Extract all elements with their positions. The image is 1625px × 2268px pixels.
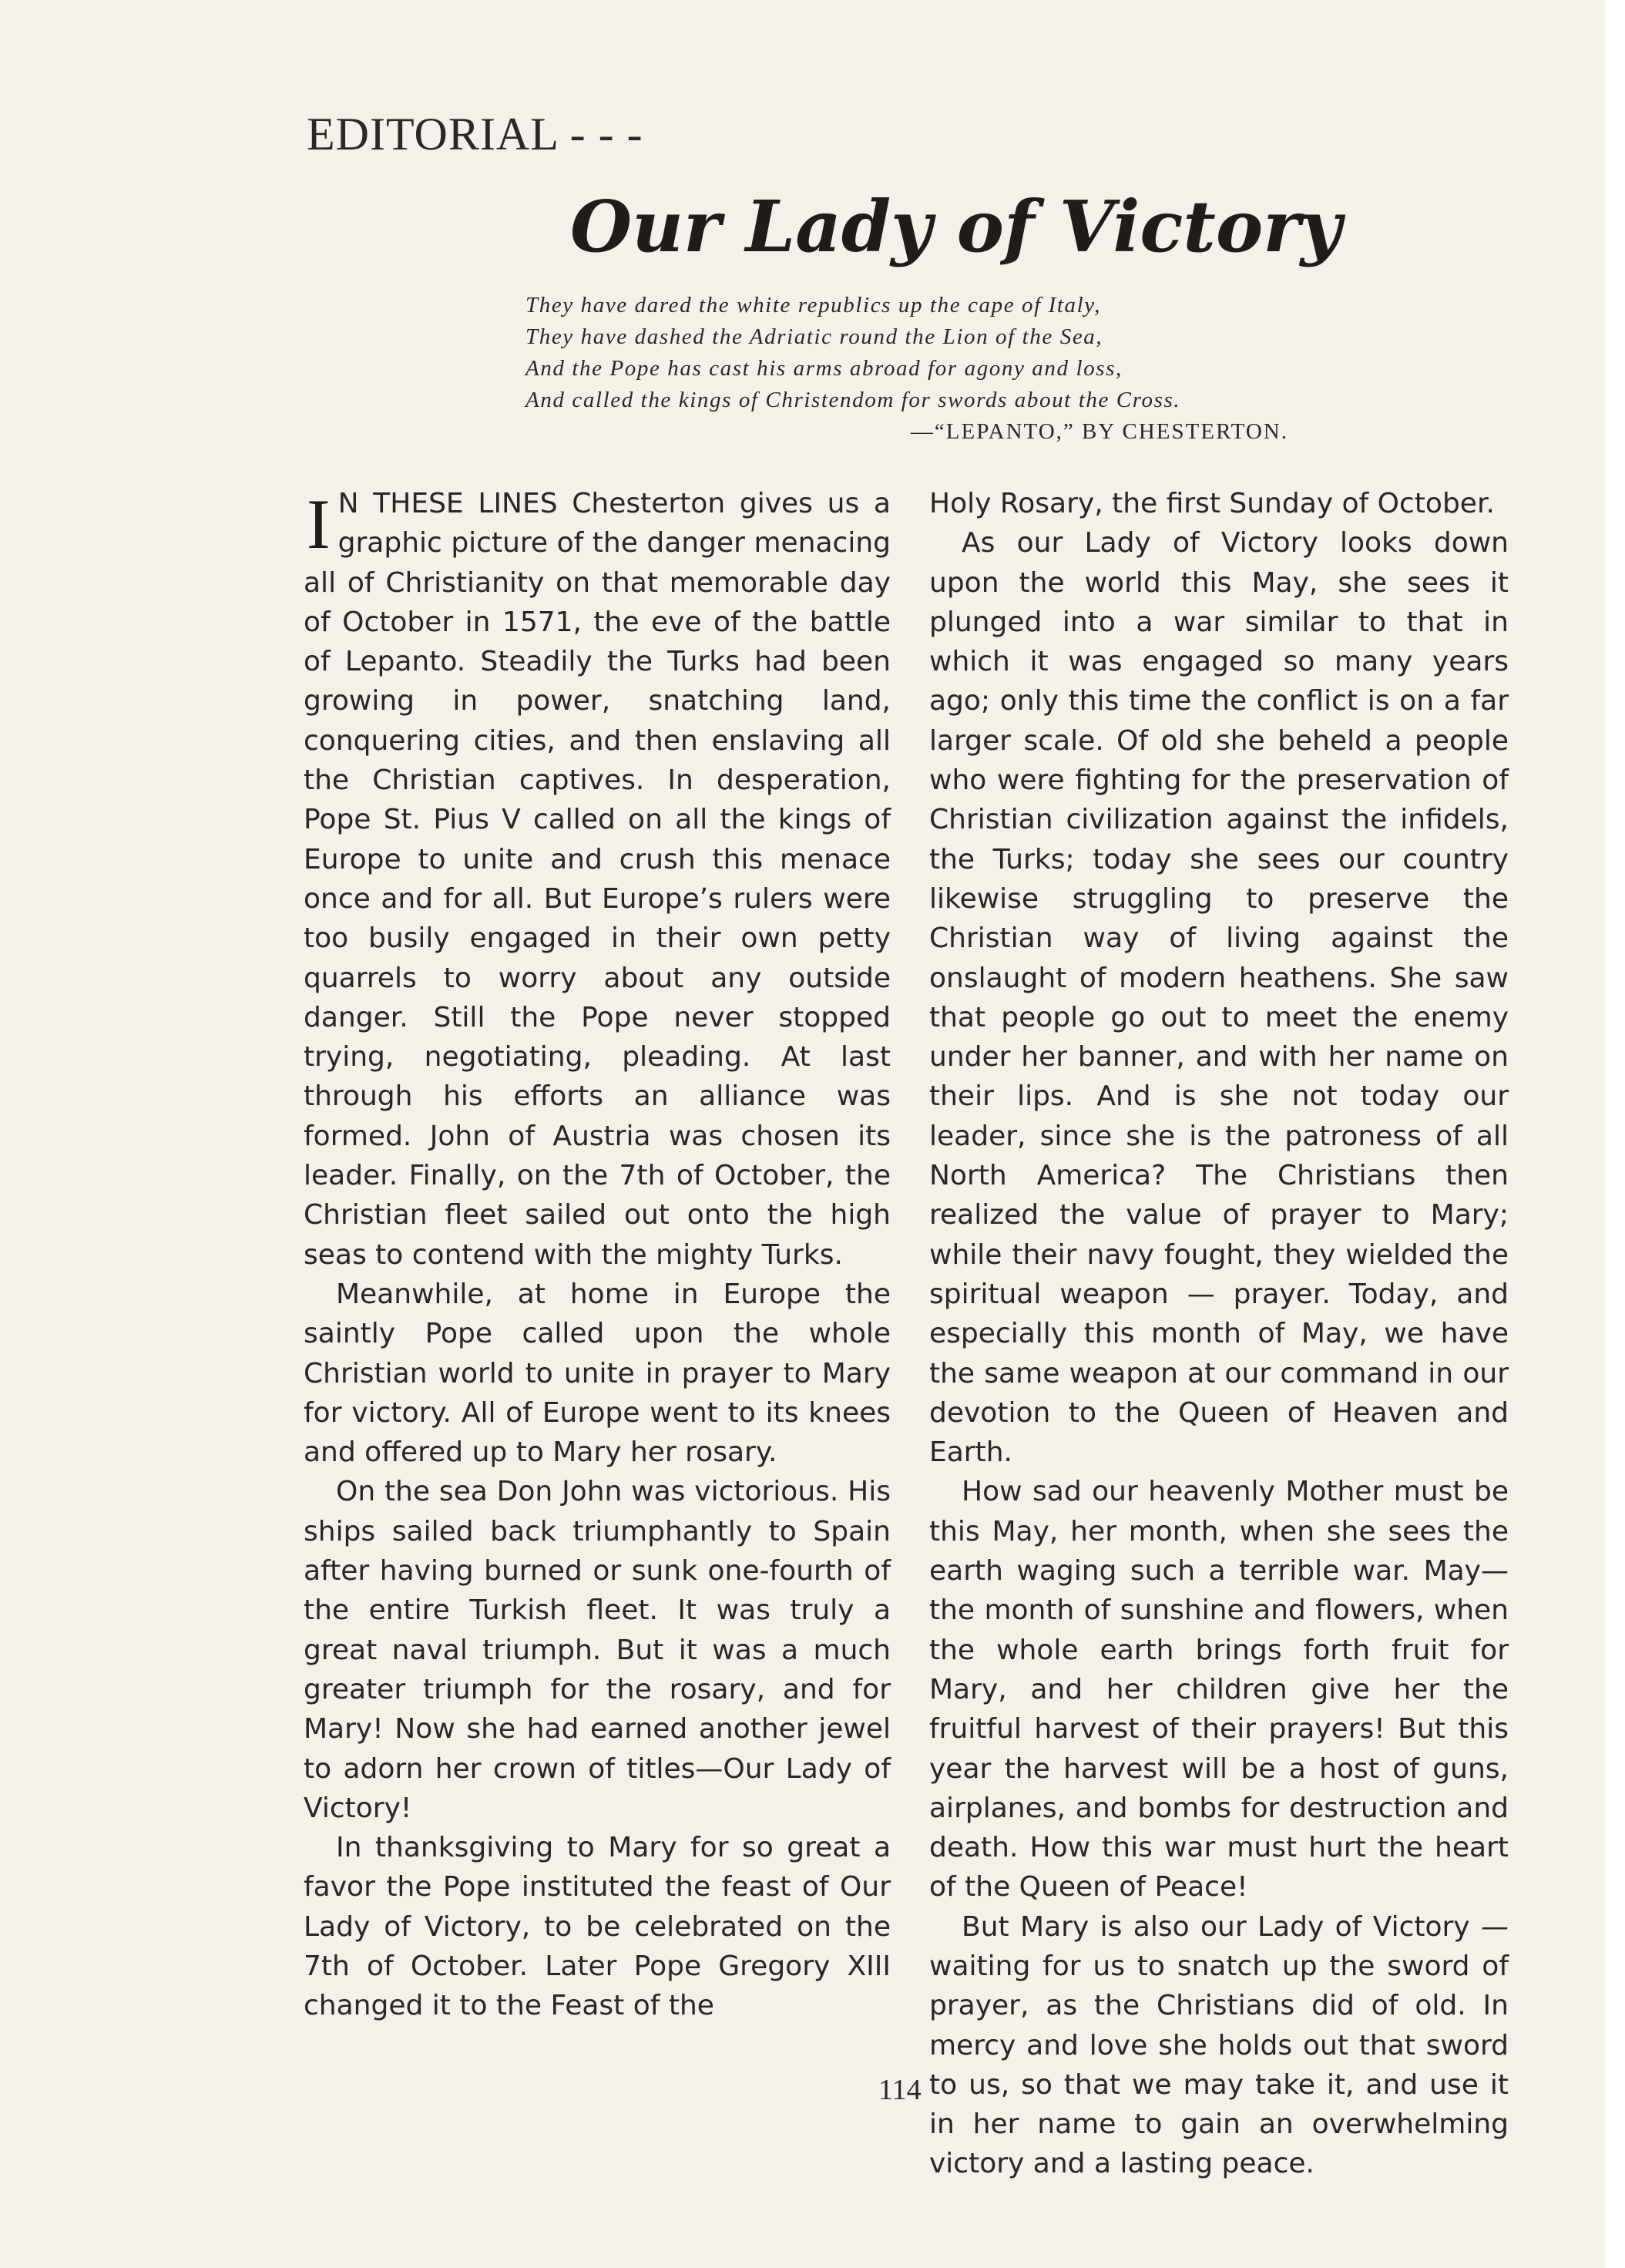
epigraph-line: They have dared the white republics up the cape of Italy,	[525, 293, 1102, 318]
article-paragraph	[304, 484, 891, 1275]
article-paragraph: Holy Rosary, the first Sunday of October.	[929, 488, 1495, 519]
drop-cap: I	[307, 485, 331, 563]
article-paragraph: How sad our heavenly Mother must be this May, her month, when she sees the earth waging such a terrible war. May—the month of sunshine and flowers, when the whole earth brings forth fruit for Mary, and her children give her the fruitful harvest of their prayers! But this year the harvest will be a host of guns, airplanes, and bombs for destruction and death. How this war must hurt the heart of the Queen of Peace!	[929, 1476, 1509, 1903]
article-column-right	[929, 484, 1509, 2184]
epigraph	[525, 290, 1296, 448]
page-edge	[1605, 0, 1625, 2268]
paragraph-text: N THESE LINES Chesterton gives us a graphic picture of the danger menacing all of Christianity on that memorable day of October in 1571, the eve of the battle of Lepanto. Steadily the Turks had been growing in power, snatching land, conquering cities, and then enslaving all the Christian captives. In desperation, Pope St. Pius V called on all the kings of Europe to unite and crush this menace once and for all. But Europe’s rulers were too busily engaged in their own petty quarrels to worry about any outside danger. Still the Pope never stopped trying, negotiating, pleading. At last through his efforts an alliance was formed. John of Austria was chosen its leader. Finally, on the 7th of October, the Christian fleet sailed out onto the high seas to contend with the mighty Turks.	[304, 488, 891, 1271]
article-title: Our Lady of Victory	[570, 185, 1342, 268]
epigraph-line: They have dashed the Adriatic round the Lion of the Sea,	[525, 324, 1103, 349]
page-number: 114	[878, 2074, 922, 2106]
epigraph-attribution: —“LEPANTO,” BY CHESTERTON.	[910, 419, 1288, 444]
article-paragraph: As our Lady of Victory looks down upon the world this May, she sees it plunged into a war similar to that in which it was engaged so many years ago; only this time the conflict is on a far larger scale. Of old she beheld a people who were fighting for the preservation of Christian civilization against the infidels, the Turks; today she sees our country likewise struggling to preserve the Christian way of living against the onslaught of modern heathens. She saw that people go out to meet the enemy under her banner, and with her name on their lips. And is she not today our leader, since she is the patroness of all North America? The Christians then realized the value of prayer to Mary; while their navy fought, they wielded the spiritual weapon — prayer. Today, and especially this month of May, we have the same weapon at our command in our devotion to the Queen of Heaven and Earth.	[929, 527, 1509, 1469]
epigraph-line: And the Pope has cast his arms abroad for agony and loss,	[525, 356, 1123, 381]
article-paragraph: In thanksgiving to Mary for so great a favor the Pope instituted the feast of Our Lady of Victory, to be celebrated on the 7th of October. Later Pope Gregory XIII changed it to the Feast of the	[304, 1832, 891, 2022]
article-paragraph: On the sea Don John was victorious. His ships sailed back triumphantly to Spain after having burned or sunk one-fourth of the entire Turkish fleet. It was truly a great naval triumph. But it was a much greater triumph for the rosary, and for Mary! Now she had earned another jewel to adorn her crown of titles—Our Lady of Victory!	[304, 1476, 891, 1824]
article-paragraph: But Mary is also our Lady of Victory —waiting for us to snatch up the sword of prayer, as the Christians did of old. In mercy and love she holds out that sword to us, so that we may take it, and use it in her name to gain an overwhelming victory and a lasting peace.	[929, 1910, 1509, 2180]
article-paragraph: Meanwhile, at home in Europe the saintly Pope called upon the whole Christian world to unite in prayer to Mary for victory. All of Europe went to its knees and offered up to Mary her rosary.	[304, 1278, 891, 1469]
epigraph-line: And called the kings of Christendom for swords about the Cross.	[525, 388, 1181, 412]
section-label: EDITORIAL - - -	[307, 109, 643, 160]
article-column-left	[304, 484, 891, 2026]
